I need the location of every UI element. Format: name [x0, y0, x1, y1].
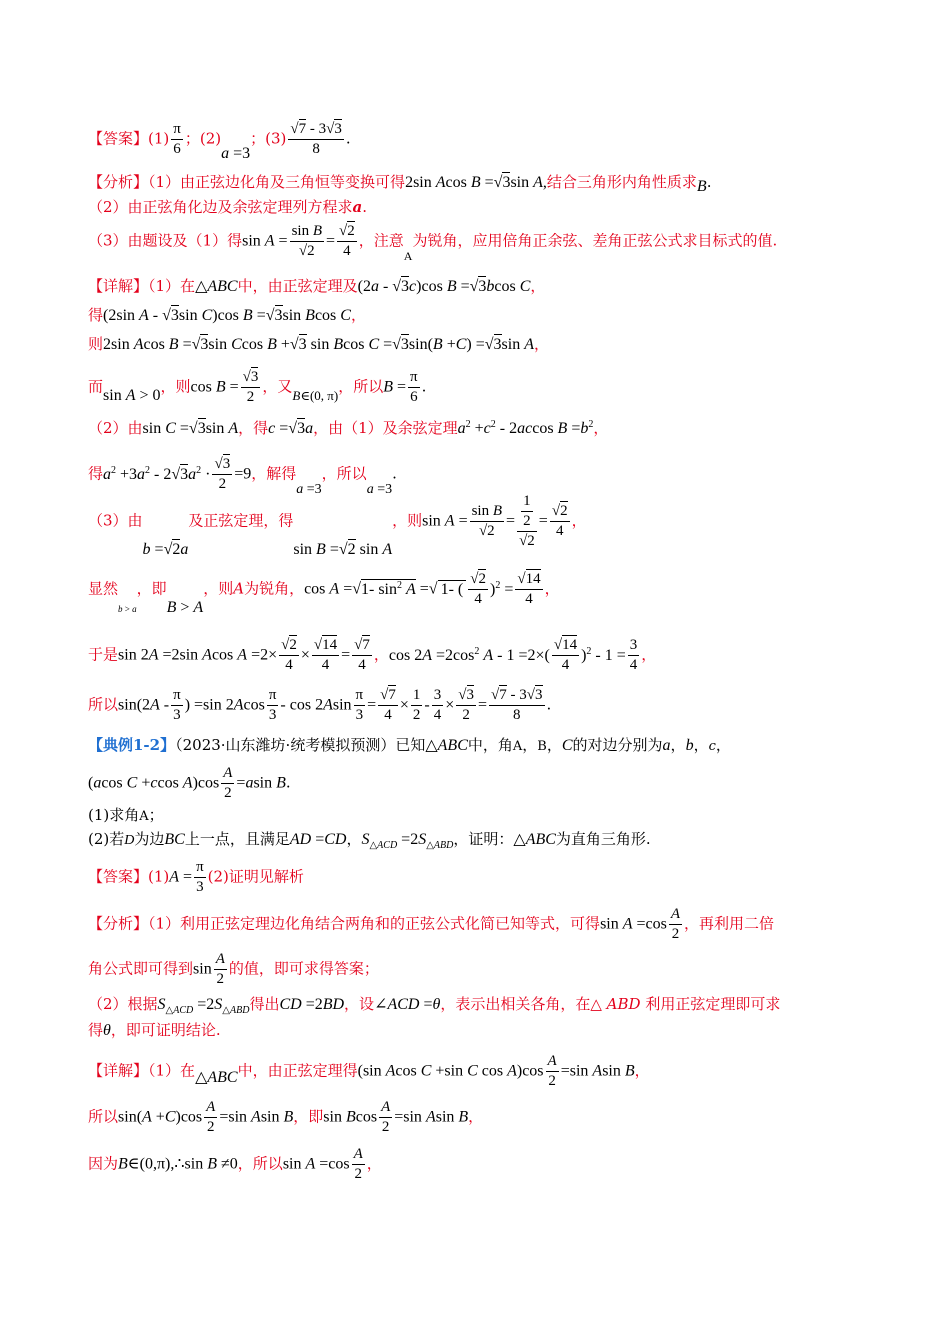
detail-line-6: 得$a^2 +3a^2 - 2√3a^2$ · $\frac{√3}{2}$ =9，解得a =3，所以a =3. [88, 456, 397, 497]
analysis-line-1: 【分析】（1）由正弦边化角及三角恒等变换可得2sin Acos B =√3sin A,结合三角形内角性质求B. [88, 173, 712, 195]
answer-line-1: 【答案】(1) $\frac{\pi}{6}$ ；(2)a =3；(3) $\frac{√7 - 3√3}{8}$ . [88, 121, 351, 162]
analysis-line-3: （3）由题设及（1）得sin A = $\frac{\text{sin B}}{√2}$ = $\frac{√2}{4}$ ，注意A为锐角，应用倍角正余弦、差角正弦公式求目标式的值. [88, 223, 778, 263]
detail-line-3: 则2sin Acos B =√3sin Ccos B +√3 sin Bcos C =√3sin(B +C) =√3sin A， [88, 335, 550, 353]
analysis2-line-3: （2）根据$S_{\triangle ACD} =2S_{\triangle ABD}$得出CD =2BD，设∠ACD =θ，表示出相关各角，在△ ABD 利用正弦定理即可求 [88, 995, 781, 1016]
analysis2-line-2: 角公式即可得到sin $\frac{A}{2}$ 的值，即可求得答案； [88, 951, 379, 987]
detail-line-7: （3）由b =√2a及正弦定理，得sin B =√2 sin A，则sin A = $\frac{\text{sin B}}{√2}$ = $\frac{\frac{1}{2}}{√2}$ = $\frac{√2}{4}$ ， [88, 493, 587, 558]
answer-line-2: 【答案】(1)A = $\frac{\pi}{3}$ (2)证明见解析 [88, 859, 304, 895]
example-line-1: 【典例1-2】（2023·山东潍坊·统考模拟预测）已知△ABC中，角A，B，C的对边分别为a，b，c， [88, 736, 731, 754]
detail-line-2: 得(2sin A - √3sin C)cos B =√3sin Bcos C， [88, 306, 366, 324]
example-line-3: (1)求角A； [88, 806, 164, 824]
detail-line-8: 显然b > a，即B > A，则A为锐角，cos A =√1- $\sin^2 A$ =√ 1- ( $\frac{√2}{4}$ )$^2$ = $\frac{√14}{4}$ ， [88, 571, 560, 616]
detail-line-1: 【详解】（1）在△ABC中，由正弦定理及(2a - √3c)cos B =√3bcos C， [88, 277, 546, 295]
example-line-2: (acos C +ccos A)cos $\frac{A}{2}$ =asin B. [88, 765, 291, 801]
detail2-line-1: 【详解】（1）在△ABC中，由正弦定理得(sin Acos C +sin C cos A)cos $\frac{A}{2}$ =sin Asin B， [88, 1053, 650, 1089]
detail2-line-2: 所以sin(A +C)cos $\frac{A}{2}$ =sin Asin B，即sin Bcos $\frac{A}{2}$ =sin Asin B， [88, 1099, 484, 1135]
detail-line-10: 所以sin(2A - $\frac{\pi}{3}$ ) =sin 2Acos $\frac{\pi}{3}$ - cos 2Asin $\frac{\pi}{3}$ = $\frac{√7}{4}$ × $\frac{1}{2}$ - $\frac{3}{4}$ × $\frac{√3}{2}$ = $\frac{√7 - 3√3}{8}$ . [88, 687, 552, 723]
analysis-line-2: （2）由正弦角化边及余弦定理列方程求a. [88, 198, 368, 216]
detail-line-5: （2）由sin C =√3sin A，得c =√3a，由（1）及余弦定理$a^2 +c^2 - 2accos$ $B =b^2$， [88, 419, 609, 437]
example-line-4: (2)若D为边BC上一点，且满足AD =CD，$S_{\triangle ACD} =2S_{\triangle ABD}$，证明：△ABC为直角三角形. [88, 830, 651, 851]
detail2-line-3: 因为B∈(0,π),∴sin B ≠0，所以sin A =cos $\frac{A}{2}$ ， [88, 1146, 382, 1182]
detail-line-4: 而sin A > 0，则cos B = $\frac{√3}{2}$ ，又B∈(0, π)，所以B = $\frac{\pi}{6}$ . [88, 369, 427, 405]
analysis2-line-4: 得θ，即可证明结论. [88, 1021, 221, 1039]
analysis2-line-1: 【分析】（1）利用正弦定理边化角结合两角和的正弦公式化简已知等式，可得sin A =cos $\frac{A}{2}$ ，再利用二倍 [88, 906, 775, 942]
answer-label: 【答案】 [88, 129, 149, 148]
detail-line-9: 于是sin 2A =2sin Acos A =2× $\frac{√2}{4}$ × $\frac{√14}{4}$ = $\frac{√7}{4}$ ，$\cos 2A =2\cos^2$ A - 1 =2×( $\frac{√14}{4}$ )$^2$ - 1 = $\frac{3}{4}$ ， [88, 637, 657, 673]
